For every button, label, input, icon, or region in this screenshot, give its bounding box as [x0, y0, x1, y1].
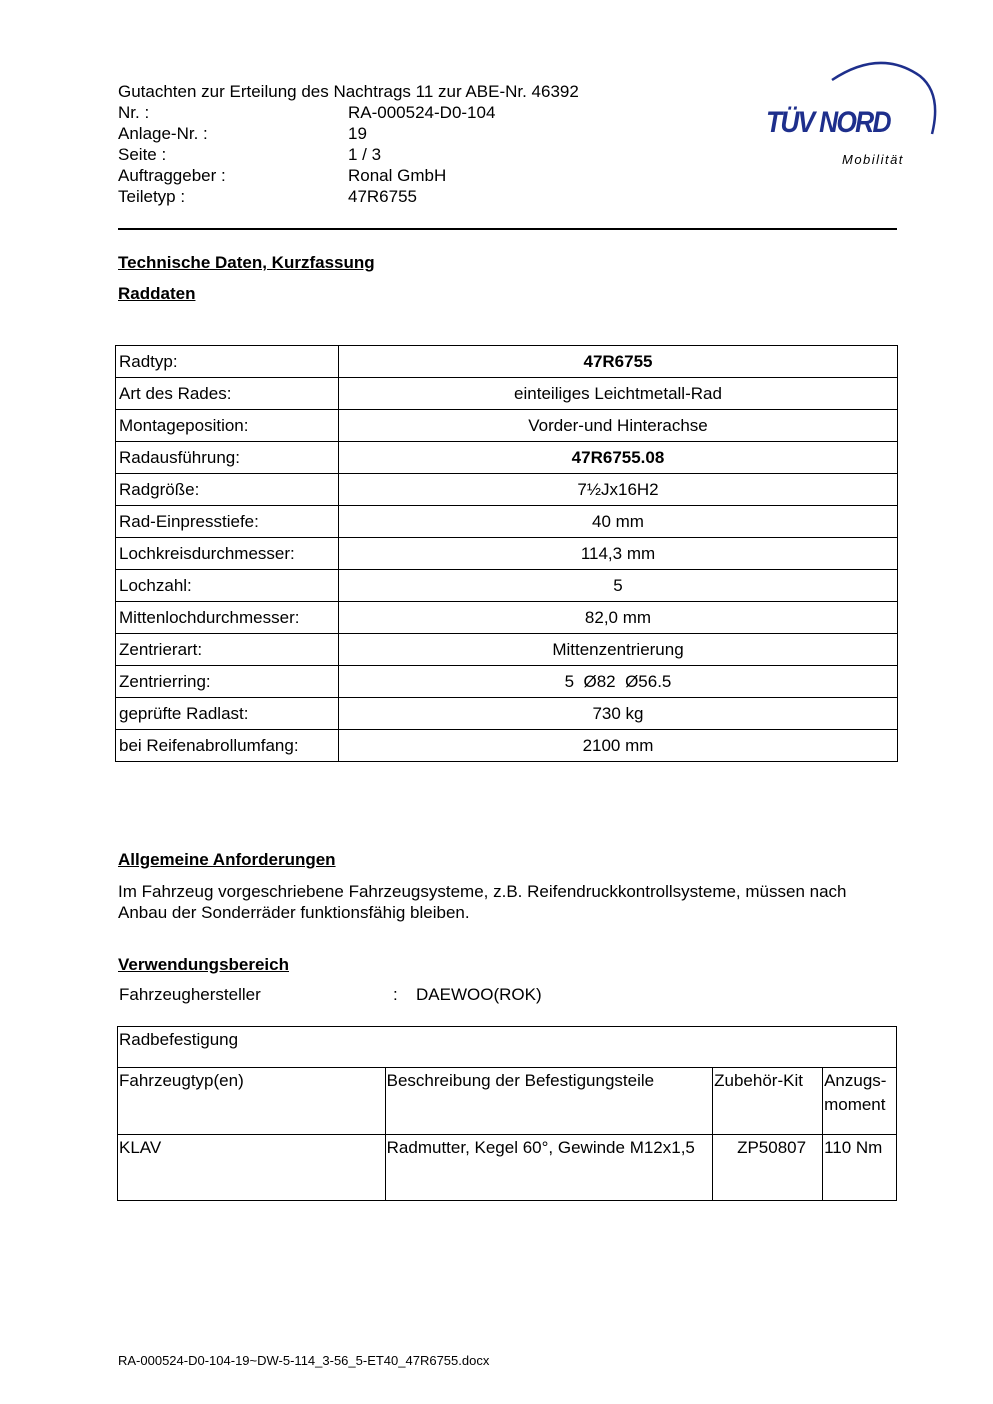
- rad-label: Lochzahl:: [116, 570, 339, 602]
- header-value-teiletyp: 47R6755: [348, 187, 418, 206]
- rad-value: Vorder-und Hinterachse: [339, 410, 898, 442]
- rad-label: Rad-Einpresstiefe:: [116, 506, 339, 538]
- cell-moment: 110 Nm: [823, 1135, 897, 1201]
- rad-label: Radausführung:: [116, 442, 339, 474]
- table-row: [118, 1027, 897, 1068]
- rad-value: 7½Jx16H2: [339, 474, 898, 506]
- rad-label: Art des Rades:: [116, 378, 339, 410]
- rad-value: 114,3 mm: [339, 538, 898, 570]
- header-value-seite: 1 / 3: [348, 145, 382, 164]
- befestigung-table: [117, 1026, 897, 1201]
- table-row: [116, 442, 898, 474]
- heading-technische-daten: Technische Daten, Kurzfassung: [118, 253, 375, 272]
- heading-allgemeine-anforderungen: Allgemeine Anforderungen: [118, 850, 336, 869]
- column-header: Zubehör-Kit: [713, 1068, 823, 1135]
- table-row: [116, 666, 898, 698]
- table-row: [116, 378, 898, 410]
- header-divider: [118, 228, 897, 230]
- rad-label: Zentrierring:: [116, 666, 339, 698]
- heading-verwendungsbereich: Verwendungsbereich: [118, 955, 289, 974]
- rad-label: Radtyp:: [116, 346, 339, 378]
- rad-label: Montageposition:: [116, 410, 339, 442]
- hersteller-separator: :: [393, 985, 398, 1004]
- header-label-auftraggeber: Auftraggeber :: [118, 166, 226, 185]
- befestigung-title: Radbefestigung: [118, 1027, 897, 1068]
- table-row: [116, 538, 898, 570]
- table-row: [116, 602, 898, 634]
- header-value-auftraggeber: Ronal GmbH: [348, 166, 447, 185]
- table-row: [116, 730, 898, 762]
- tuv-nord-logo: [760, 58, 940, 173]
- header-label-seite: Seite :: [118, 145, 167, 164]
- heading-raddaten: Raddaten: [118, 284, 196, 303]
- rad-label: bei Reifenabrollumfang:: [116, 730, 339, 762]
- rad-value: 40 mm: [339, 506, 898, 538]
- table-row: [116, 506, 898, 538]
- rad-value: Mittenzentrierung: [339, 634, 898, 666]
- footer-filename: RA-000524-D0-104-19~DW-5-114_3-56_5-ET40_47R6755.docx: [118, 1353, 490, 1368]
- table-row: [116, 634, 898, 666]
- logo-sub: Mobilität: [842, 152, 904, 167]
- header-label-teiletyp: Teiletyp :: [118, 187, 186, 206]
- rad-label: geprüfte Radlast:: [116, 698, 339, 730]
- rad-value: einteiliges Leichtmetall-Rad: [339, 378, 898, 410]
- column-header: Beschreibung der Befestigungsteile: [385, 1068, 713, 1135]
- table-row: [118, 1135, 897, 1201]
- header-label-nr: Nr. :: [118, 103, 150, 122]
- table-row: [116, 346, 898, 378]
- rad-label: Radgröße:: [116, 474, 339, 506]
- table-row: [116, 474, 898, 506]
- cell-beschreibung: Radmutter, Kegel 60°, Gewinde M12x1,5: [385, 1135, 713, 1201]
- rad-value: 47R6755: [339, 346, 898, 378]
- rad-label: Zentrierart:: [116, 634, 339, 666]
- column-header: Fahrzeugtyp(en): [118, 1068, 386, 1135]
- column-header: Anzugs-moment: [823, 1068, 897, 1135]
- document-title: Gutachten zur Erteilung des Nachtrags 11 zur ABE-Nr. 46392: [118, 82, 579, 101]
- header-value-nr: RA-000524-D0-104: [348, 103, 496, 122]
- rad-label: Mittenlochdurchmesser:: [116, 602, 339, 634]
- table-row: [116, 570, 898, 602]
- table-header-row: [118, 1068, 897, 1135]
- hersteller-label: Fahrzeughersteller: [119, 985, 261, 1004]
- table-row: [116, 698, 898, 730]
- rad-value: 5 Ø82 Ø56.5: [339, 666, 898, 698]
- rad-value: 82,0 mm: [339, 602, 898, 634]
- rad-label: Lochkreisdurchmesser:: [116, 538, 339, 570]
- rad-value: 730 kg: [339, 698, 898, 730]
- rad-value: 2100 mm: [339, 730, 898, 762]
- header-label-anlage: Anlage-Nr. :: [118, 124, 208, 143]
- cell-kit: ZP50807: [713, 1135, 823, 1201]
- allgemein-paragraph: Im Fahrzeug vorgeschriebene Fahrzeugsysteme, z.B. Reifendruckkontrollsysteme, müssen nach Anbau der Sonderräder funktionsfähig bleiben.: [118, 882, 847, 922]
- logo-brand: TÜV NORD: [766, 106, 890, 139]
- rad-value: 5: [339, 570, 898, 602]
- raddaten-table: [115, 345, 898, 762]
- table-row: [116, 410, 898, 442]
- rad-value: 47R6755.08: [339, 442, 898, 474]
- header-value-anlage: 19: [348, 124, 367, 143]
- cell-typ: KLAV: [118, 1135, 386, 1201]
- hersteller-value: DAEWOO(ROK): [416, 985, 542, 1004]
